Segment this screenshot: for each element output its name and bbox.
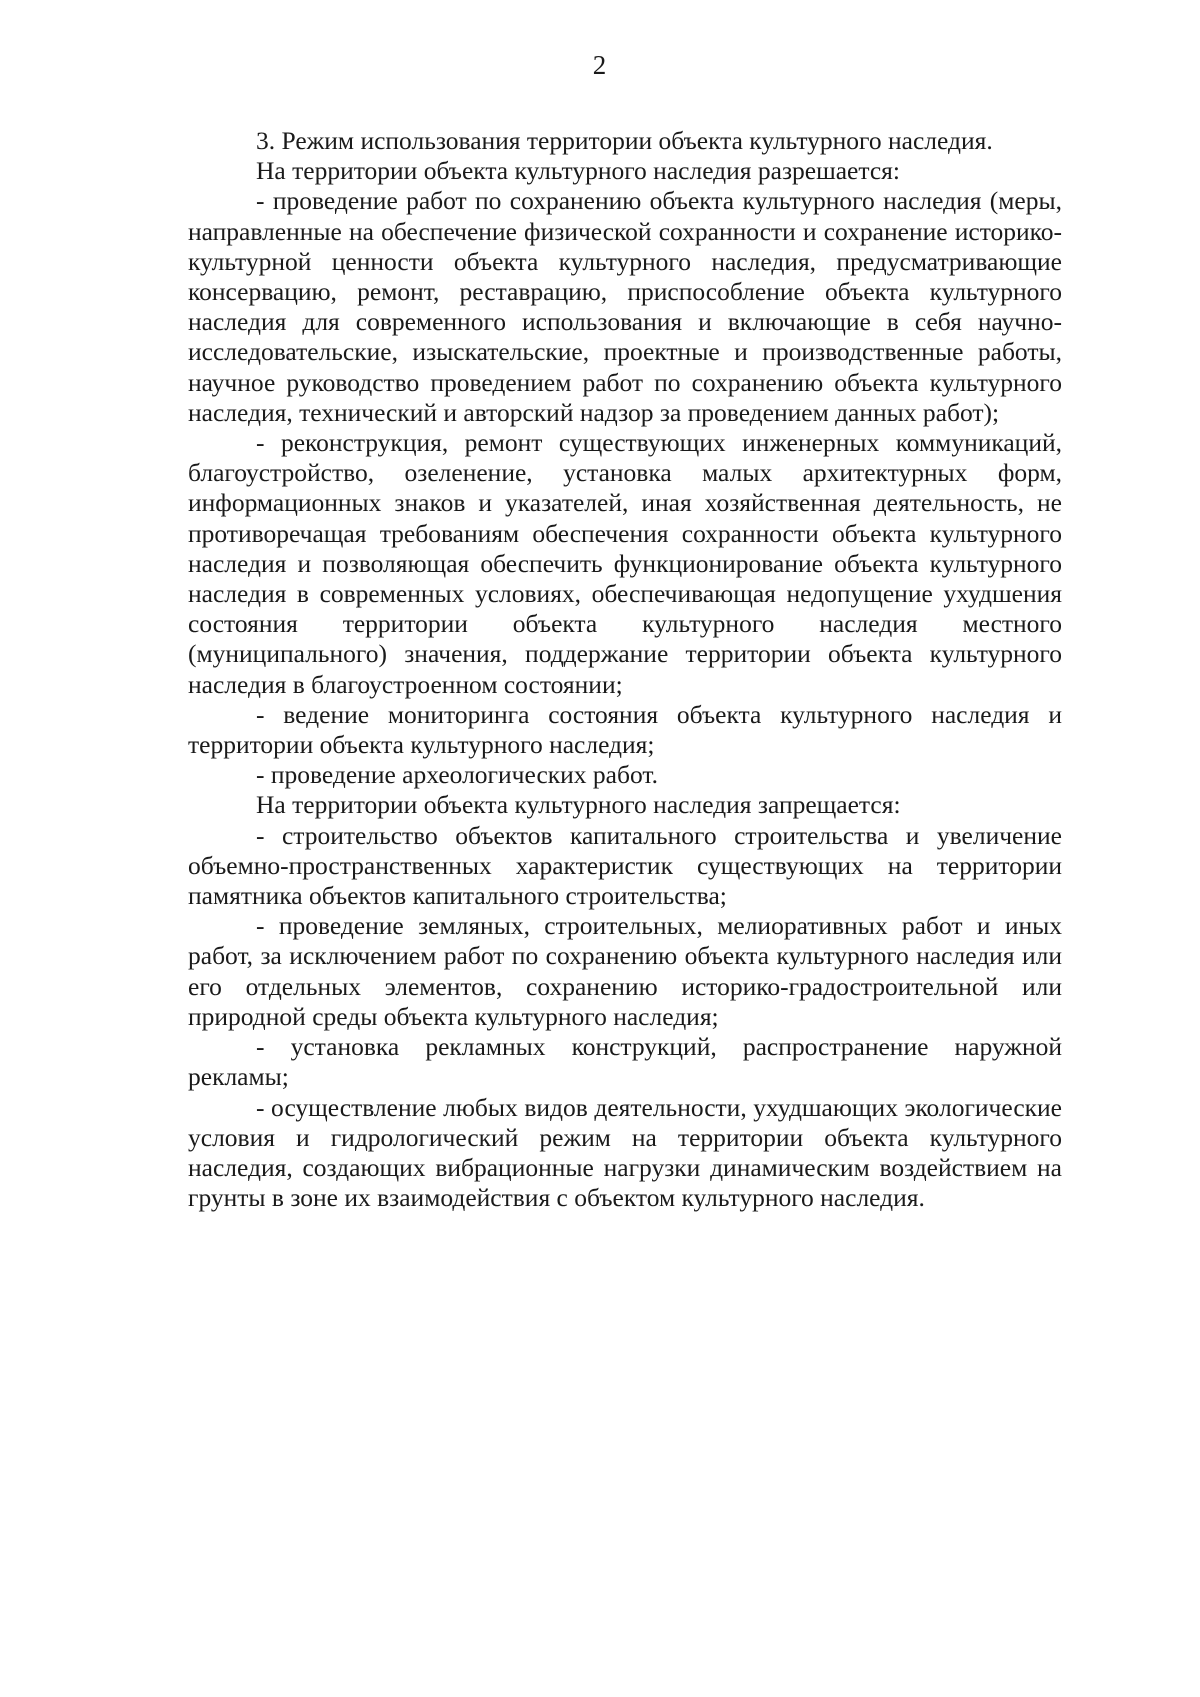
document-body xyxy=(188,126,1062,1213)
prohibited-item: - установка рекламных конструкций, распространение наружной рекламы; xyxy=(188,1032,1062,1092)
prohibited-item: - проведение земляных, строительных, мелиоративных работ и иных работ, за исключением работ по сохранению объекта культурного наследия или его отдельных элементов, сохранению историко-градостроительной или природной среды объекта культурного наследия; xyxy=(188,911,1062,1031)
page-number: 2 xyxy=(592,50,608,80)
section-heading: 3. Режим использования территории объекта культурного наследия. xyxy=(256,126,993,155)
permitted-item: - проведение работ по сохранению объекта культурного наследия (меры, направленные на обеспечение физической сохранности и сохранение историко-культурной ценности объекта культурного наследия, предусматривающие консервацию, ремонт, реставрацию, приспособление объекта культурного наследия для современного использования и включающие в себя научно-исследовательские, изыскательские, проектные и производственные работы, научное руководство проведением работ по сохранению объекта культурного наследия, технический и авторский надзор за проведением данных работ); xyxy=(188,186,1062,427)
permitted-item: - проведение археологических работ. xyxy=(256,760,658,790)
permitted-item: - реконструкция, ремонт существующих инженерных коммуникаций, благоустройство, озеленение, установка малых архитектурных форм, информационных знаков и указателей, иная хозяйственная деятельность, не противоречащая требованиям обеспечения сохранности объекта культурного наследия и позволяющая обеспечить функционирование объекта культурного наследия в современных условиях, обеспечивающая недопущение ухудшения состояния территории объекта культурного наследия местного (муниципального) значения, поддержание территории объекта культурного наследия в благоустроенном состоянии; xyxy=(188,428,1062,699)
permitted-item: - ведение мониторинга состояния объекта культурного наследия и территории объекта культурного наследия; xyxy=(188,699,1062,760)
permitted-intro: На территории объекта культурного наследия разрешается: xyxy=(256,156,900,186)
prohibited-item: - осуществление любых видов деятельности, ухудшающих экологические условия и гидрологический режим на территории объекта культурного наследия, создающих вибрационные нагрузки динамическим воздействием на грунты в зоне их взаимодействия с объектом культурного наследия. xyxy=(188,1092,1062,1213)
prohibited-intro: На территории объекта культурного наследия запрещается: xyxy=(256,790,901,820)
prohibited-item: - строительство объектов капитального строительства и увеличение объемно-пространственных характеристик существующих на территории памятника объектов капитального строительства; xyxy=(188,820,1062,911)
